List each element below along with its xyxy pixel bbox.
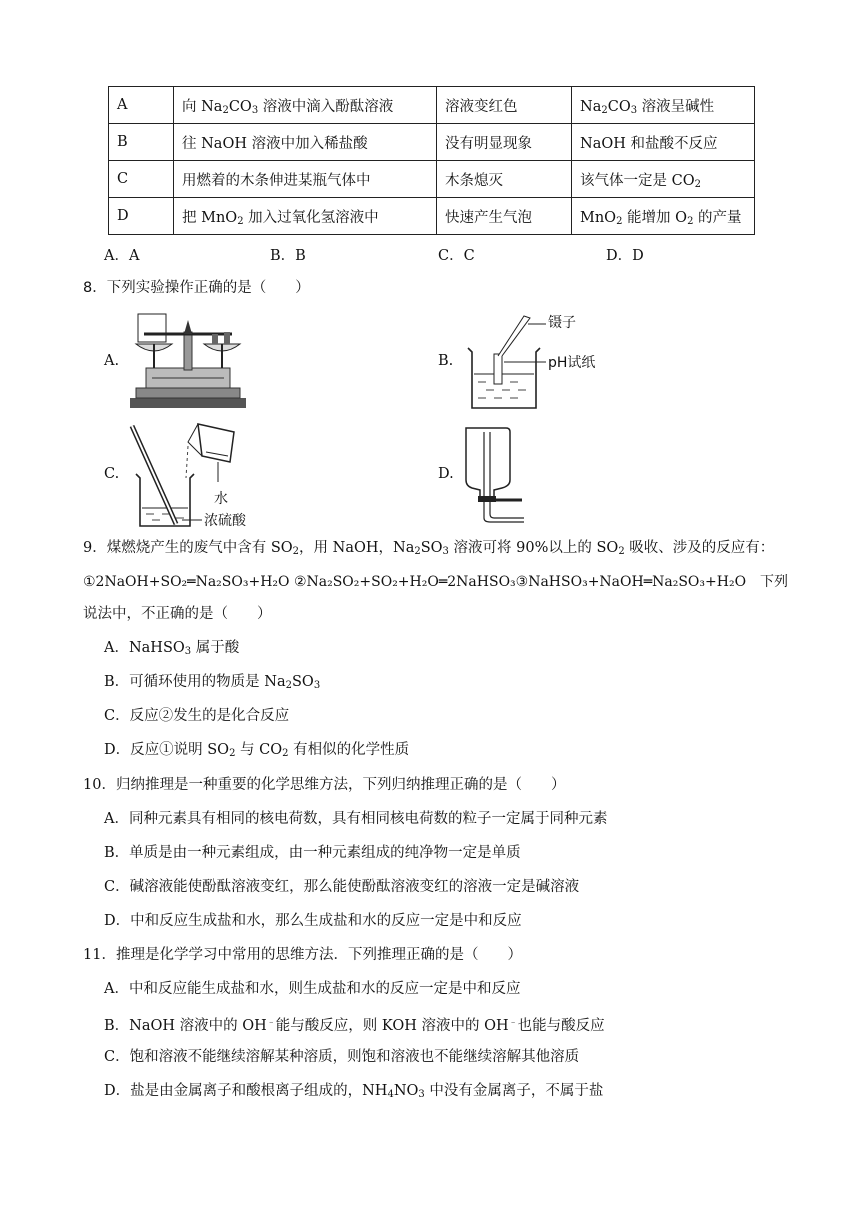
q11-option-d[interactable]: D．盐是由金属离子和酸根离子组成的，$NH_4NO_3$ 中没有金属离子，不属于盐 [104, 1083, 604, 1100]
q10-option-d[interactable]: D．中和反应生成盐和水，那么生成盐和水的反应一定是中和反应 [104, 913, 522, 929]
conclusion-cell: NaOH 和盐酸不反应 [572, 124, 755, 161]
operation-cell: 向 $Na_2CO_3$ 溶液中滴入酚酞溶液 [174, 87, 437, 124]
label-water: 水 [214, 491, 228, 507]
q9-stem-line3: 说法中，不正确的是（ ） [83, 606, 272, 622]
phenomenon-cell: 溶液变红色 [437, 87, 572, 124]
q11-stem: 11．推理是化学学习中常用的思维方法．下列推理正确的是（ ） [83, 947, 522, 963]
q9-stem-line1: 9．煤燃烧产生的废气中含有 $SO_2$，用 NaOH，$Na_2SO_3$ 溶液可将 90%以上的 $SO_2$ 吸收、涉及的反应有： [83, 540, 775, 557]
operation-cell: 往 NaOH 溶液中加入稀盐酸 [174, 124, 437, 161]
q8-label-a[interactable]: A. [104, 353, 120, 369]
q8-label-c[interactable]: C. [104, 466, 120, 482]
q8-label-d[interactable]: D. [438, 466, 454, 482]
conclusion-cell: $Na_2CO_3$ 溶液呈碱性 [572, 87, 755, 124]
table-row [109, 87, 755, 124]
conclusion-cell: 该气体一定是 $CO_2$ [572, 161, 755, 198]
gas-bottle-icon [462, 424, 526, 524]
row-id: D [109, 198, 174, 235]
phenomenon-cell: 没有明显现象 [437, 124, 572, 161]
experiment-table [108, 86, 755, 235]
table-row [109, 198, 755, 235]
option-c[interactable]: C．C [438, 248, 475, 264]
q11-option-b[interactable]: B．NaOH 溶液中的 OH﹣能与酸反应，则 KOH 溶液中的 OH﹣也能与酸反应 [104, 1018, 605, 1034]
balance-scale-icon [128, 312, 248, 410]
q10-stem: 10．归纳推理是一种重要的化学思维方法，下列归纳推理正确的是（ ） [83, 777, 566, 793]
q11-option-a[interactable]: A．中和反应能生成盐和水，则生成盐和水的反应一定是中和反应 [104, 981, 521, 997]
option-d[interactable]: D．D [606, 248, 644, 264]
row-id: C [109, 161, 174, 198]
q9-option-a[interactable]: A．NaHSO$_3$ 属于酸 [104, 640, 240, 657]
q8-stem: 8．下列实验操作正确的是（ ） [83, 280, 310, 296]
q9-stem-line2: ①2NaOH+SO₂═Na₂SO₃+H₂O ②Na₂SO₂+SO₂+H₂O═2NaHSO₃③NaHSO₃+NaOH═Na₂SO₃+H₂O 下列 [83, 574, 789, 590]
phenomenon-cell: 快速产生气泡 [437, 198, 572, 235]
label-tweezers: 镊子 [548, 315, 576, 331]
option-b[interactable]: B．B [270, 248, 306, 264]
row-id: A [109, 87, 174, 124]
phenomenon-cell: 木条熄灭 [437, 161, 572, 198]
table-row [109, 124, 755, 161]
q10-option-b[interactable]: B．单质是由一种元素组成，由一种元素组成的纯净物一定是单质 [104, 845, 521, 861]
q9-option-b[interactable]: B．可循环使用的物质是 $Na_2SO_3$ [104, 674, 321, 691]
q10-option-c[interactable]: C．碱溶液能使酚酞溶液变红，那么能使酚酞溶液变红的溶液一定是碱溶液 [104, 879, 580, 895]
q9-option-c[interactable]: C．反应②发生的是化合反应 [104, 708, 290, 724]
q11-option-c[interactable]: C．饱和溶液不能继续溶解某种溶质，则饱和溶液也不能继续溶解其他溶质 [104, 1049, 580, 1065]
option-a[interactable]: A．A [104, 248, 140, 264]
table-row [109, 161, 755, 198]
label-ph-paper: pH试纸 [548, 355, 596, 371]
operation-cell: 把 MnO$_2$ 加入过氧化氢溶液中 [174, 198, 437, 235]
conclusion-cell: MnO$_2$ 能增加 $O_2$ 的产量 [572, 198, 755, 235]
operation-cell: 用燃着的木条伸进某瓶气体中 [174, 161, 437, 198]
q10-option-a[interactable]: A．同种元素具有相同的核电荷数，具有相同核电荷数的粒子一定属于同种元素 [104, 811, 608, 827]
label-conc-acid: 浓硫酸 [204, 513, 246, 529]
q9-option-d[interactable]: D．反应①说明 $SO_2$ 与 $CO_2$ 有相似的化学性质 [104, 742, 410, 759]
q7-options [104, 244, 764, 264]
q8-label-b[interactable]: B. [438, 353, 454, 369]
row-id: B [109, 124, 174, 161]
